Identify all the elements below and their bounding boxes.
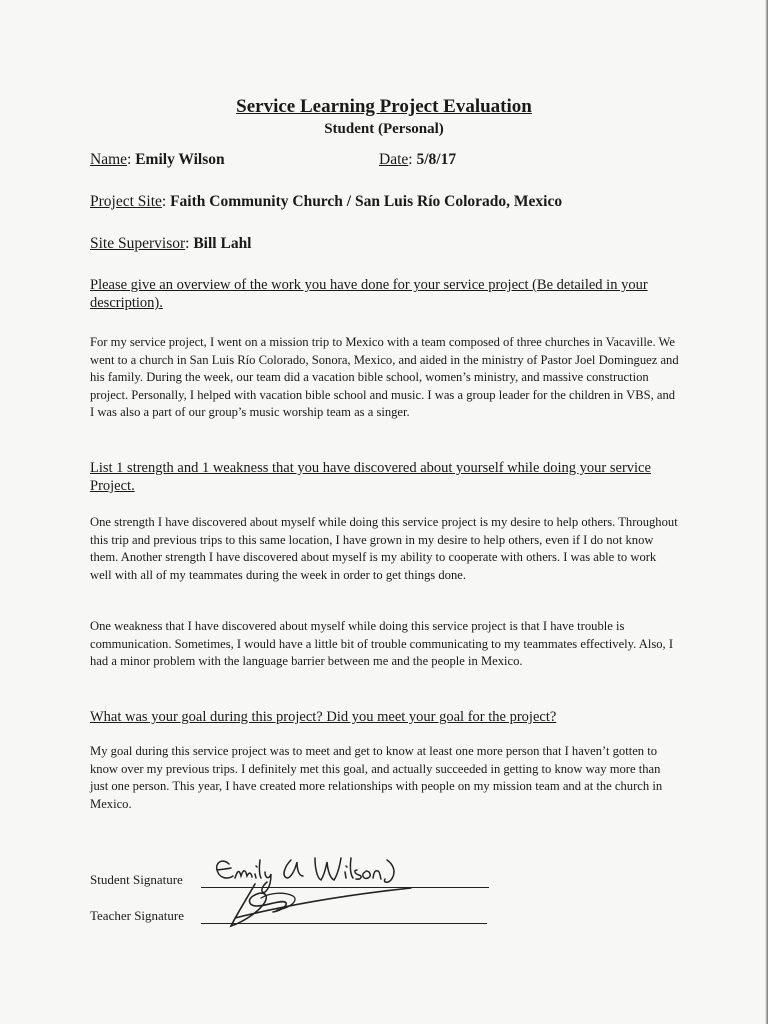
site-supervisor-field: Site Supervisor: Bill Lahl (90, 235, 252, 252)
name-field: Name: Emily Wilson (90, 151, 225, 168)
site-supervisor-value: Bill Lahl (193, 235, 252, 252)
question-overview: Please give an overview of the work you have done for your service project (Be detailed in your description). (90, 277, 648, 311)
project-site-field: Project Site: Faith Community Church / San Luis Río Colorado, Mexico (90, 193, 563, 210)
date-label: Date (379, 151, 409, 168)
answer-overview: For my service project, I went on a mission trip to Mexico with a team composed of three churches in Vacaville. We went to a church in San Luis Río Colorado, Sonora, Mexico, and aided in the ministry of Pastor Joel Dominguez and his family. During the week, our team did a vacation bible school, women’s ministry, and massive construction project. Personally, I helped with vacation bible school and music. I was a group leader for the children in VBS, and I was also a part of our group’s music worship team as a singer. (90, 335, 679, 419)
answer-weakness: One weakness that I have discovered about myself while doing this service project is that I have trouble is communication. Sometimes, I would have a little bit of trouble communicating to my teammates effectively. Also, I had a minor problem with the language barrier between me and the people in Mexico. (90, 619, 674, 668)
date-value: 5/8/17 (416, 151, 457, 168)
teacher-signature-label: Teacher Signature (90, 908, 185, 923)
document-title: Service Learning Project Evaluation (236, 96, 532, 117)
name-value: Emily Wilson (135, 151, 225, 168)
teacher-signature (215, 878, 425, 933)
question-goal: What was your goal during this project? Did you meet your goal for the project? (90, 709, 557, 725)
project-site-label: Project Site (90, 193, 162, 210)
document-subtitle: Student (Personal) (324, 121, 444, 137)
student-signature-label: Student Signature (90, 872, 183, 887)
date-field: Date: 5/8/17 (379, 151, 457, 168)
answer-goal: My goal during this service project was to meet and get to know at least one more person that I haven’t gotten to know over my previous trips. I definitely met this goal, and actually succeeded in getting to know way more than just one person. This year, I have created more relationships with people on my mission team and at the church in Mexico. (90, 744, 663, 811)
project-site-value: Faith Community Church / San Luis Río Colorado, Mexico (170, 193, 563, 210)
question-strength-weakness: List 1 strength and 1 weakness that you have discovered about yourself while doing your service Project. (90, 460, 651, 494)
answer-strength: One strength I have discovered about myself while doing this service project is my desire to help others. Throughout this trip and previous trips to this same location, I have grown in my desire to help others, even if I do not know them. Another strength I have discovered about myself is my ability to cooperate with others. I was able to work well with all of my teammates during the week in order to get things done. (90, 515, 678, 582)
name-label: Name (90, 151, 128, 168)
site-supervisor-label: Site Supervisor (90, 235, 186, 252)
